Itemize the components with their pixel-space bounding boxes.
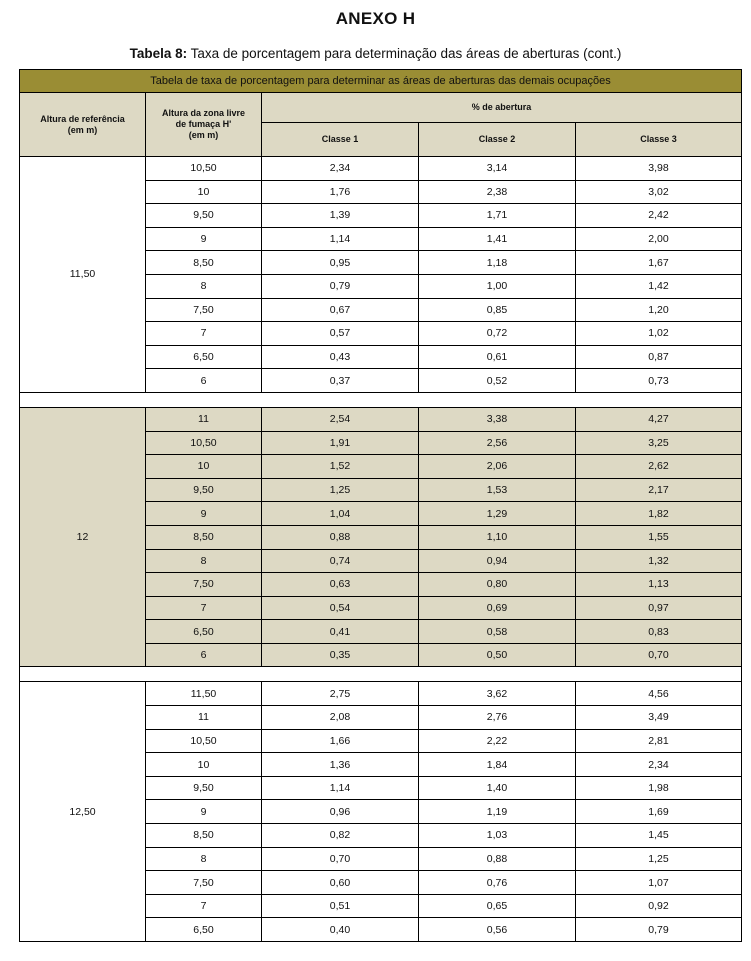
class-1-cell: 1,76 [262,180,419,204]
class-1-cell: 0,79 [262,274,419,298]
class-2-cell: 1,84 [419,753,576,777]
table-row [20,157,742,181]
class-2-cell: 1,19 [419,800,576,824]
class-1-cell: 2,08 [262,706,419,730]
class-1-cell: 0,95 [262,251,419,275]
class-2-cell: 2,38 [419,180,576,204]
smoke-zone-height-cell: 9,50 [146,776,262,800]
class-1-cell: 1,14 [262,776,419,800]
class-2-cell: 2,22 [419,729,576,753]
class-2-cell: 1,18 [419,251,576,275]
smoke-zone-height-cell: 10 [146,180,262,204]
class-2-cell: 0,56 [419,918,576,942]
class-2-cell: 0,94 [419,549,576,573]
table-row [20,407,742,431]
class-2-cell: 1,40 [419,776,576,800]
class-2-cell: 1,41 [419,227,576,251]
smoke-zone-height-cell: 6 [146,369,262,393]
smoke-zone-height-cell: 7,50 [146,298,262,322]
class-3-cell: 4,27 [576,407,742,431]
class-3-cell: 0,83 [576,620,742,644]
class-1-cell: 2,54 [262,407,419,431]
class-1-cell: 0,57 [262,322,419,346]
class-2-cell: 0,61 [419,345,576,369]
smoke-zone-height-cell: 9,50 [146,204,262,228]
smoke-zone-height-cell: 6,50 [146,345,262,369]
smoke-zone-height-cell: 11 [146,407,262,431]
class-1-cell: 0,54 [262,596,419,620]
smoke-zone-height-cell: 10 [146,753,262,777]
class-3-cell: 1,25 [576,847,742,871]
smoke-zone-height-cell: 11,50 [146,682,262,706]
class-3-cell: 1,98 [576,776,742,800]
smoke-zone-height-cell: 11 [146,706,262,730]
header-opening-percent: % de abertura [262,93,742,123]
smoke-zone-height-cell: 8 [146,847,262,871]
smoke-zone-height-cell: 6,50 [146,620,262,644]
header-class-1: Classe 1 [262,123,419,157]
class-3-cell: 1,13 [576,573,742,597]
group-separator [20,667,742,682]
annex-title: ANEXO H [335,9,416,28]
smoke-zone-height-cell: 8 [146,274,262,298]
class-3-cell: 0,97 [576,596,742,620]
smoke-zone-height-cell: 8,50 [146,525,262,549]
class-2-cell: 0,88 [419,847,576,871]
class-2-cell: 3,14 [419,157,576,181]
class-3-cell: 2,81 [576,729,742,753]
class-2-cell: 0,58 [419,620,576,644]
class-2-cell: 1,53 [419,478,576,502]
class-2-cell: 2,76 [419,706,576,730]
class-1-cell: 1,25 [262,478,419,502]
smoke-zone-height-cell: 9 [146,227,262,251]
table-row [20,682,742,706]
class-3-cell: 1,69 [576,800,742,824]
class-3-cell: 0,87 [576,345,742,369]
class-2-cell: 1,71 [419,204,576,228]
class-1-cell: 1,52 [262,455,419,479]
table-banner: Tabela de taxa de porcentagem para determinar as áreas de aberturas das demais ocupações [20,70,742,93]
class-2-cell: 3,38 [419,407,576,431]
class-1-cell: 0,88 [262,525,419,549]
class-1-cell: 2,75 [262,682,419,706]
class-2-cell: 1,00 [419,274,576,298]
class-1-cell: 0,82 [262,824,419,848]
class-3-cell: 3,98 [576,157,742,181]
class-3-cell: 2,34 [576,753,742,777]
class-3-cell: 1,67 [576,251,742,275]
class-1-cell: 0,51 [262,894,419,918]
class-2-cell: 1,29 [419,502,576,526]
class-2-cell: 0,80 [419,573,576,597]
class-1-cell: 0,74 [262,549,419,573]
class-1-cell: 0,96 [262,800,419,824]
class-3-cell: 2,00 [576,227,742,251]
smoke-zone-height-cell: 8,50 [146,824,262,848]
class-1-cell: 1,39 [262,204,419,228]
reference-height-cell: 12,50 [20,682,146,942]
class-3-cell: 1,20 [576,298,742,322]
smoke-zone-height-cell: 7,50 [146,871,262,895]
class-1-cell: 0,41 [262,620,419,644]
header-smoke-free-zone: Altura da zona livre de fumaça H' (em m) [146,93,262,157]
class-3-cell: 1,02 [576,322,742,346]
smoke-zone-height-cell: 8,50 [146,251,262,275]
class-3-cell: 0,92 [576,894,742,918]
smoke-zone-height-cell: 7 [146,596,262,620]
smoke-zone-height-cell: 6 [146,643,262,667]
reference-height-cell: 12 [20,407,146,667]
class-2-cell: 1,03 [419,824,576,848]
class-2-cell: 2,56 [419,431,576,455]
class-3-cell: 3,25 [576,431,742,455]
reference-height-cell: 11,50 [20,157,146,393]
class-1-cell: 1,66 [262,729,419,753]
smoke-zone-height-cell: 10 [146,455,262,479]
class-3-cell: 2,42 [576,204,742,228]
smoke-zone-height-cell: 7 [146,894,262,918]
class-2-cell: 3,62 [419,682,576,706]
smoke-zone-height-cell: 8 [146,549,262,573]
class-3-cell: 0,79 [576,918,742,942]
class-3-cell: 0,70 [576,643,742,667]
header-class-3: Classe 3 [576,123,742,157]
smoke-zone-height-cell: 7 [146,322,262,346]
class-3-cell: 1,82 [576,502,742,526]
class-2-cell: 1,10 [419,525,576,549]
class-1-cell: 2,34 [262,157,419,181]
class-3-cell: 1,55 [576,525,742,549]
class-2-cell: 0,69 [419,596,576,620]
class-3-cell: 1,42 [576,274,742,298]
smoke-zone-height-cell: 7,50 [146,573,262,597]
header-class-2: Classe 2 [419,123,576,157]
smoke-zone-height-cell: 9,50 [146,478,262,502]
table-caption [0,46,751,61]
class-1-cell: 0,43 [262,345,419,369]
class-2-cell: 0,65 [419,894,576,918]
smoke-zone-height-cell: 9 [146,800,262,824]
class-3-cell: 2,62 [576,455,742,479]
class-1-cell: 1,14 [262,227,419,251]
caption-text: Taxa de porcentagem para determinação das áreas de aberturas (cont.) [190,46,622,61]
class-1-cell: 0,63 [262,573,419,597]
class-1-cell: 0,35 [262,643,419,667]
class-3-cell: 4,56 [576,682,742,706]
caption-label: Tabela 8: [129,46,188,61]
smoke-zone-height-cell: 6,50 [146,918,262,942]
class-1-cell: 1,91 [262,431,419,455]
class-1-cell: 0,37 [262,369,419,393]
class-3-cell: 1,07 [576,871,742,895]
smoke-zone-height-cell: 10,50 [146,729,262,753]
smoke-zone-height-cell: 10,50 [146,431,262,455]
class-1-cell: 0,67 [262,298,419,322]
group-separator [20,392,742,407]
class-1-cell: 1,36 [262,753,419,777]
class-2-cell: 0,50 [419,643,576,667]
class-1-cell: 0,70 [262,847,419,871]
class-2-cell: 2,06 [419,455,576,479]
class-3-cell: 3,49 [576,706,742,730]
class-1-cell: 0,40 [262,918,419,942]
class-2-cell: 0,72 [419,322,576,346]
class-3-cell: 2,17 [576,478,742,502]
class-3-cell: 3,02 [576,180,742,204]
smoke-zone-height-cell: 9 [146,502,262,526]
class-3-cell: 1,45 [576,824,742,848]
class-2-cell: 0,52 [419,369,576,393]
class-2-cell: 0,85 [419,298,576,322]
class-1-cell: 0,60 [262,871,419,895]
class-2-cell: 0,76 [419,871,576,895]
class-3-cell: 1,32 [576,549,742,573]
smoke-zone-height-cell: 10,50 [146,157,262,181]
opening-rate-table [19,69,742,942]
header-reference-height: Altura de referência (em m) [20,93,146,157]
class-1-cell: 1,04 [262,502,419,526]
class-3-cell: 0,73 [576,369,742,393]
